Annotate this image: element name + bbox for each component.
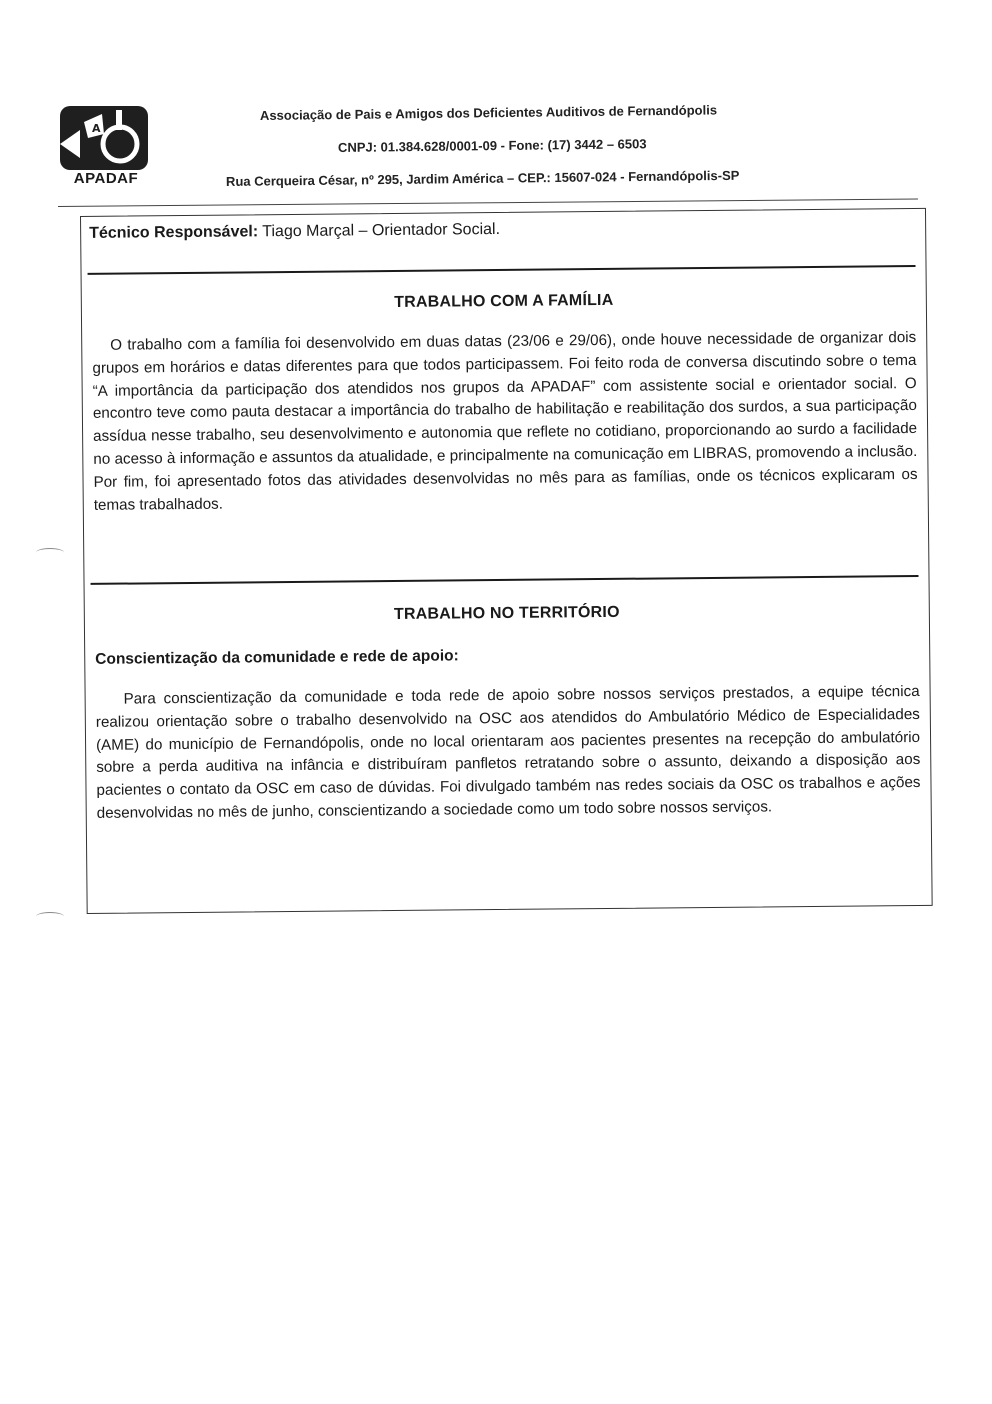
community-awareness-subheading: Conscientização da comunidade e rede de apoio: (95, 647, 459, 668)
header-divider (58, 198, 918, 207)
responsible-label: Técnico Responsável: (89, 223, 259, 242)
address-line: Rua Cerqueira César, nº 295, Jardim América – CEP.: 15607-024 - Fernandópolis-SP (225, 167, 740, 189)
svg-text:A: A (92, 122, 101, 135)
family-work-paragraph: O trabalho com a família foi desenvolvido em duas datas (23/06 e 29/06), onde houve necessidade de organizar dois grupos em horários e datas diferentes para que todos participassem. Foi feito roda de conversa discutindo sobre o tema “A importância da participação dos atendidos nos grupos da APADAF” com assistente social e orientador social. O encontro teve como pauta destacar a importância do trabalho de habilitação e reabilitação dos surdos, a sua participação assídua nesse trabalho, seu desenvolvimento e autonomia que reflete no cotidiano, proporcionando ao surdo a facilidade no acesso à informação e assuntos da atualidade, e principalmente na comunicação em LIBRAS, promovendo a inclusão. Por fim, foi apresentado fotos das atividades desenvolvidas no mês para as famílias, onde os técnicos explicaram os temas trabalhados. (92, 328, 918, 514)
logo-emblem-icon (58, 104, 154, 174)
binder-hole-mark (36, 912, 64, 921)
section-divider (88, 265, 916, 275)
section-divider (91, 575, 919, 585)
responsible-value: Tiago Marçal – Orientador Social. (258, 220, 501, 241)
territory-work-title: TRABALHO NO TERRITÓRIO (393, 603, 620, 624)
cnpj-phone-line: CNPJ: 01.384.628/0001-09 - Fone: (17) 3442 – 6503 (337, 136, 647, 155)
responsible-technician (89, 221, 500, 243)
report-box (80, 208, 933, 914)
binder-hole-mark (36, 548, 64, 557)
family-work-title: TRABALHO COM A FAMÍLIA (394, 291, 614, 311)
organization-name: Associação de Pais e Amigos dos Deficientes Auditivos de Fernandópolis (259, 102, 718, 123)
logo-text: APADAF (73, 170, 139, 187)
apadaf-logo (58, 104, 154, 192)
territory-work-paragraph: Para conscientização da comunidade e toda rede de apoio sobre nossos serviços prestados, a equipe técnica realizou orientação sobre o trabalho desenvolvido na OSC aos atendidos do Ambulatório Médico de Especialidades (AME) do município de Fernandópolis, onde no local orientaram aos pacientes presentes na recepção do ambulatório sobre a perda auditiva na infância e distribuíram panfletos retratando sobre o assunto, deixando a disposição aos pacientes o contato da OSC em caso de dúvidas. Foi divulgado também nas redes sociais da OSC os trabalhos e ações desenvolvidas no mês de junho, conscientizando a sociedade como um todo sobre nossos serviços. (95, 682, 921, 822)
